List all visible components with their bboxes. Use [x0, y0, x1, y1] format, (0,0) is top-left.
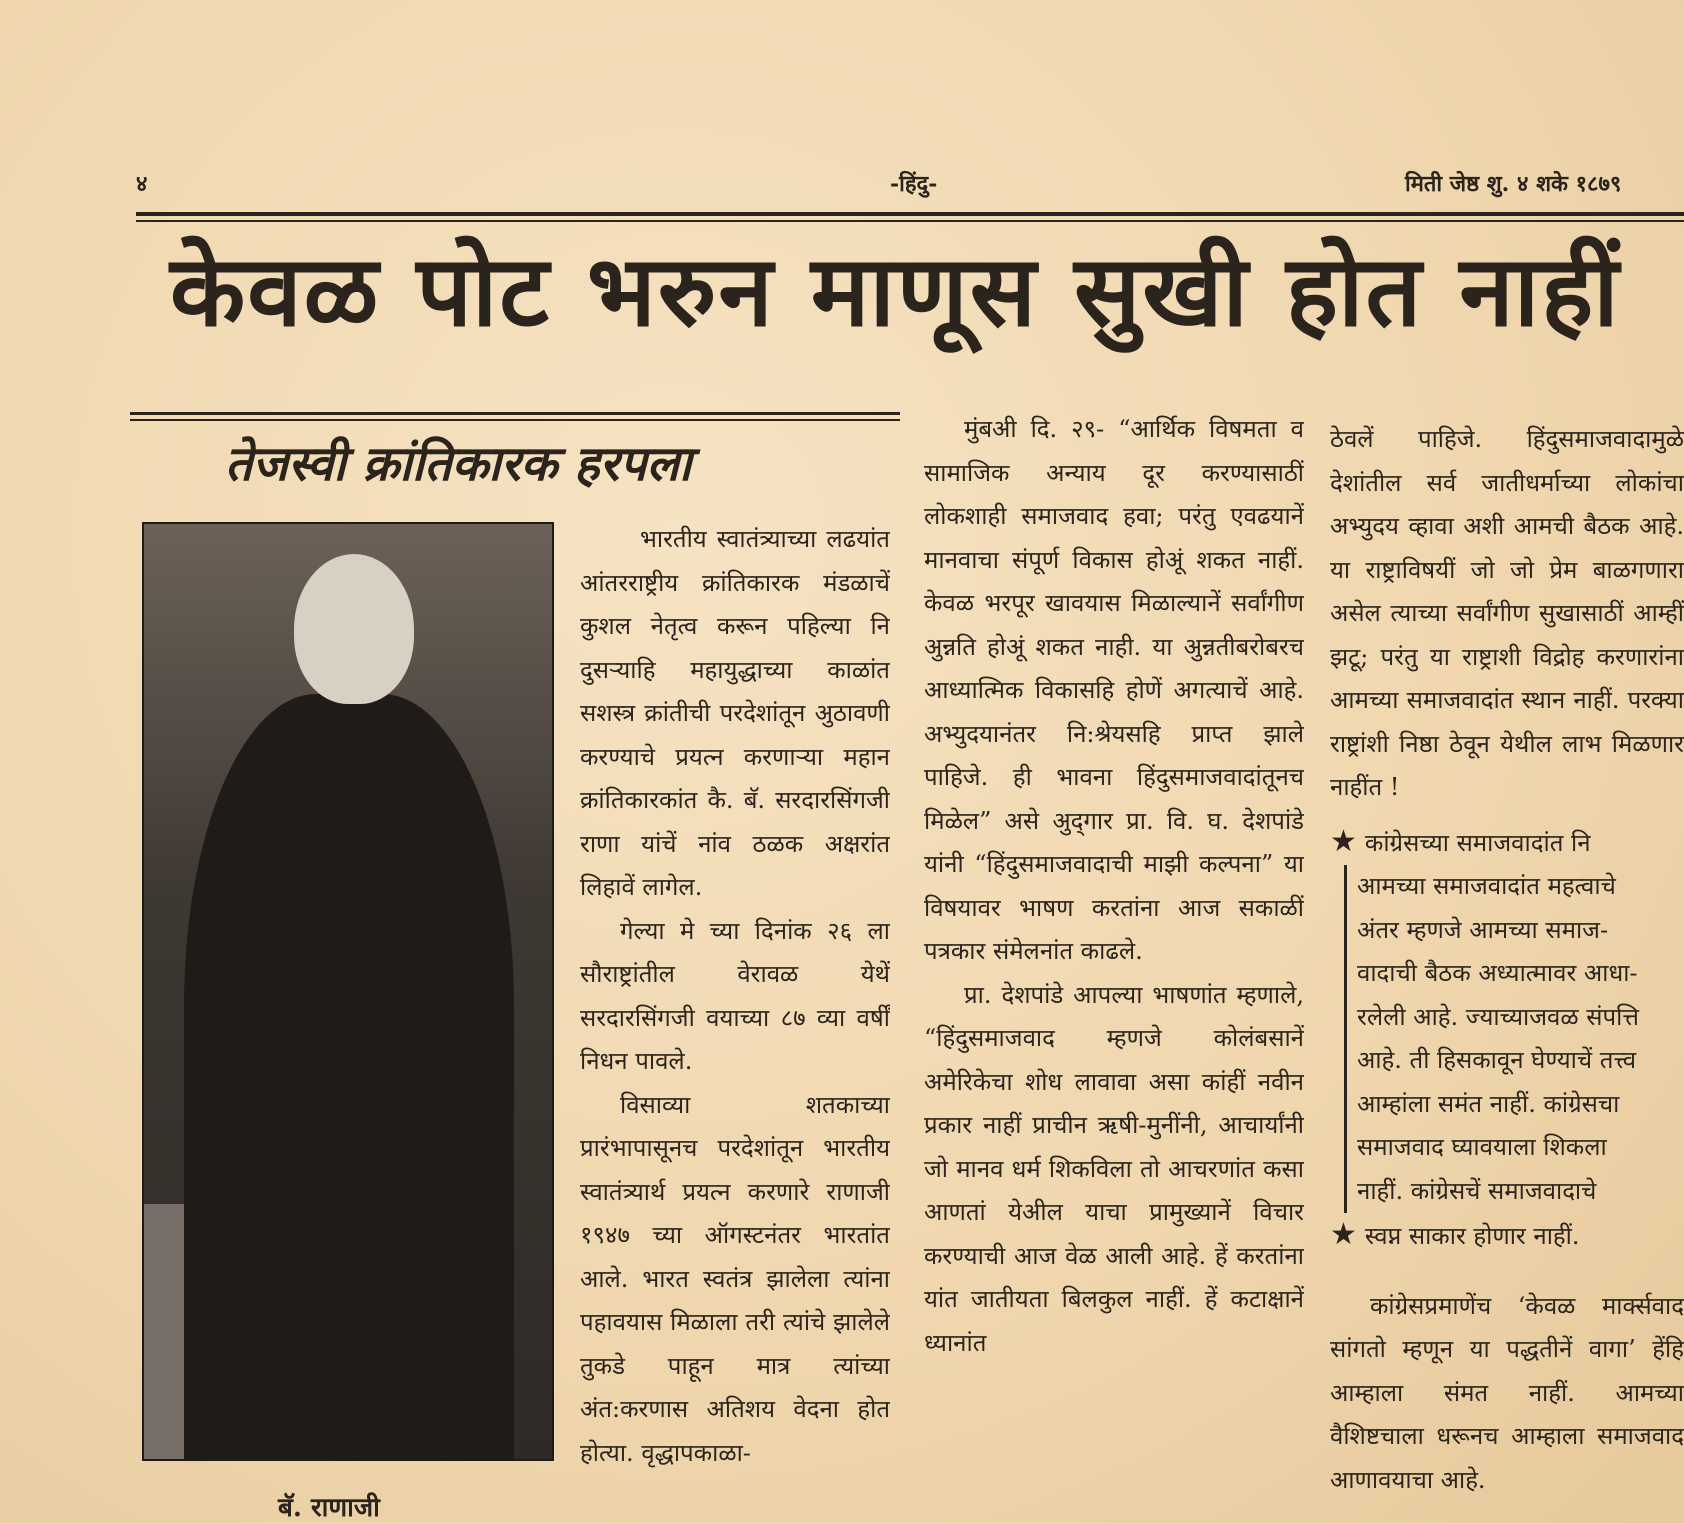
star-icon: ★: [1330, 1217, 1357, 1252]
main-headline: केवळ पोट भरुन माणूस सुखी होत नाहीं: [170, 234, 1621, 349]
obituary-paragraph: भारतीय स्वातंत्र्याच्या लढयांत आंतरराष्ट्रीय क्रांतिकारक मंडळाचें कुशल नेतृत्व करून पहिल्या नि दुसऱ्याहि महायुद्धाच्या काळांत सशस्त्र क्रांतीची परदेशांतून अुठावणी करण्याचे प्रयत्न करणाऱ्या महान क्रांतिकारकांत कै. बॅ. सरदारसिंगजी राणा यांचें नांव ठळक अक्षरांत लिहावें लागेल.: [580, 525, 890, 901]
box-line: आहे. ती हिसकावून घेण्याचें तत्त्व: [1344, 1039, 1684, 1083]
box-line: आम्हांला समंत नाहीं. कांग्रेसचा: [1344, 1083, 1684, 1127]
obituary-paragraph: विसाव्या शतकाच्या प्रारंभापासूनच परदेशांतून भारतीय स्वातंत्र्यार्थ प्रयत्न करणारे राणाजी १९४७ च्या ऑगस्टनंतर भारतांत आले. भारत स्वतंत्र झालेला त्यांना पहावयास मिळाला तरी त्यांचे झालेले तुकडे पाहून मात्र त्यांच्या अंत:करणास अतिशय वेदना होत होत्या. वृद्धापकाळा-: [580, 1090, 890, 1467]
photo-caption: बॅ. राणाजी: [278, 1493, 380, 1523]
right-paragraph: ठेवलें पाहिजे. हिंदुसमाजवादामुळे देशांतील सर्व जातीधर्माच्या लोकांचा अभ्युदय व्हावा अशी आमची बैठक आहे. या राष्ट्राविषयीं जो जो प्रेम बाळगणारा असेल त्याच्या सर्वांगीण सुखासाठीं आम्हीं झटू; परंतु या राष्ट्राशी विद्रोह करणारांना आमच्या समाजवादांत स्थान नाहीं. परक्या राष्ट्रांशी निष्ठा ठेवून येथील लाभ मिळणार नाहींत !: [1330, 425, 1684, 801]
box-end-line: [1330, 1213, 1684, 1259]
box-intro: कांग्रेसच्या समाजवादांत नि: [1364, 828, 1591, 857]
obituary-text: [580, 518, 890, 1523]
page-number: ४: [136, 171, 148, 197]
header-rule-thin: [136, 220, 1684, 222]
paper-name: -हिंदु-: [890, 171, 938, 197]
box-intro-line: [1330, 820, 1684, 866]
issue-date: मिती जेष्ठ शु. ४ शके १८७९: [1405, 171, 1622, 197]
box-end: स्वप्न साकार होणार नाहीं.: [1364, 1222, 1580, 1250]
figure-head: [294, 554, 414, 704]
box-line: वादाची बैठक अध्यात्मावर आधा-: [1344, 952, 1684, 996]
header-rule: [136, 212, 1684, 216]
portrait-photo: [142, 522, 554, 1461]
obituary-paragraph: गेल्या मे च्या दिनांक २६ ला सौराष्ट्रांतील वेरावळ येथें सरदारसिंगजी वयाच्या ८७ व्या वर्षीं निधन पावले.: [580, 916, 890, 1075]
main-article-text: [924, 408, 1304, 1523]
right-paragraph: कांग्रेसप्रमाणेंच ‘केवळ मार्क्सवाद सांगतो म्हणून या पद्धतीनें वागा’ हेंहि आम्हाला संमत नाहीं. आमच्या वैशिष्टचाला धरूनच आम्हाला समाजवाद आणावयाचा आहे.: [1330, 1291, 1684, 1494]
article-paragraph: प्रा. देशपांडे आपल्या भाषणांत म्हणाले, “हिंदुसमाजवाद म्हणजे कोलंबसानें अमेरिकेचा शोध लावावा असा कांहीं नवीन प्रकार नाहीं प्राचीन ऋषी-मुनींनी, आचार्यांनी जो मानव धर्म शिकविला तो आचरणांत कसा आणतां येअील याचा प्रामुख्यानें विचार करण्याची आज वेळ आली आहे. हें करतांना यांत जातीयता बिलकुल नाहीं. हें कटाक्षानें ध्यानांत: [924, 980, 1304, 1357]
figure-body: [184, 694, 514, 1461]
obituary-title: तेजस्वी क्रांतिकारक हरपला: [225, 436, 692, 492]
obituary-rule-thin: [130, 419, 900, 421]
box-line: अंतर म्हणजे आमच्या समाज-: [1344, 909, 1684, 953]
box-line: आमच्या समाजवादांत महत्वाचे: [1344, 865, 1684, 909]
box-line: रलेली आहे. ज्याच्याजवळ संपत्ति: [1344, 996, 1684, 1040]
obituary-rule: [130, 412, 900, 415]
box-line: समाजवाद घ्यावयाला शिकला: [1344, 1126, 1684, 1170]
box-line: नाहीं. कांग्रेसचें समाजवादाचे: [1344, 1170, 1684, 1214]
right-column-text: [1330, 418, 1684, 1523]
star-icon: ★: [1330, 823, 1357, 859]
article-paragraph: मुंबअी दि. २९- “आर्थिक विषमता व सामाजिक अन्याय दूर करण्यासाठीं लोकशाही समाजवाद हवा; परंतु एवढयानें मानवाचा संपूर्ण विकास होअूं शकत नाहीं. केवळ भरपूर खावयास मिळाल्यानें सर्वांगीण अुन्नति होअूं शकत नाही. या अुन्नतीबरोबरच आध्यात्मिक विकासहि होणें अगत्याचें आहे. अभ्युदयानंतर नि:श्रेयसहि प्राप्त झाले पाहिजे. ही भावना हिंदुसमाजवादांतूनच मिळेल” असे अुद्‌गार प्रा. वि. घ. देशपांडे यांनी “हिंदुसमाजवादाची माझी कल्पना” या विषयावर भाषण करतांना आज सकाळीं पत्रकार संमेलनांत काढले.: [924, 415, 1304, 965]
boxed-section: [1330, 820, 1684, 1259]
